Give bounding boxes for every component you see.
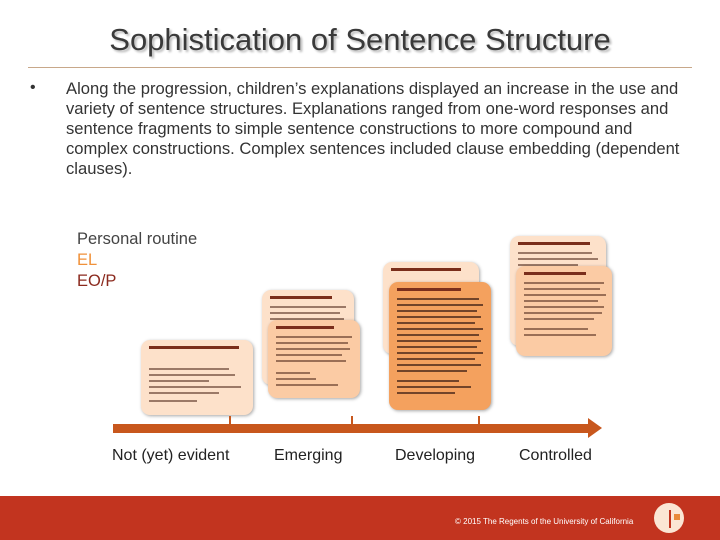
- example-card-not-yet-evident: [141, 340, 253, 415]
- stage-emerging: Emerging: [274, 447, 343, 464]
- stage-controlled: Controlled: [519, 447, 592, 464]
- example-card-developing-eop: [389, 282, 491, 410]
- slide-title: Sophistication of Sentence Structure: [109, 22, 611, 57]
- label-personal-routine: Personal routine: [77, 230, 198, 248]
- example-card-emerging-eop: [268, 320, 360, 398]
- body-text: Along the progression, children’s explanations displayed an increase in the use and variety of sentence structures. Explanations ranged from one-word responses and sentence fragments to simple sentence constructions to more compound and complex constructions. Complex sentences included clause embedding (dependent clauses).: [66, 79, 680, 178]
- bullet-marker: •: [30, 79, 36, 96]
- progression-arrowhead: [588, 418, 602, 438]
- label-el: EL: [77, 251, 98, 269]
- example-card-controlled-eop: [516, 266, 612, 356]
- stage-tick: [478, 416, 480, 433]
- logo-mark-accent: [674, 514, 680, 520]
- title-rule: [28, 67, 692, 68]
- stage-tick: [351, 416, 353, 433]
- stage-tick: [229, 416, 231, 433]
- stage-developing: Developing: [395, 447, 476, 464]
- logo-mark: [669, 510, 671, 528]
- copyright-text: © 2015 The Regents of the University of California: [455, 517, 634, 526]
- legend-labels: [77, 229, 197, 292]
- label-eop: EO/P: [77, 272, 117, 290]
- stage-not-yet-evident: Not (yet) evident: [112, 447, 230, 464]
